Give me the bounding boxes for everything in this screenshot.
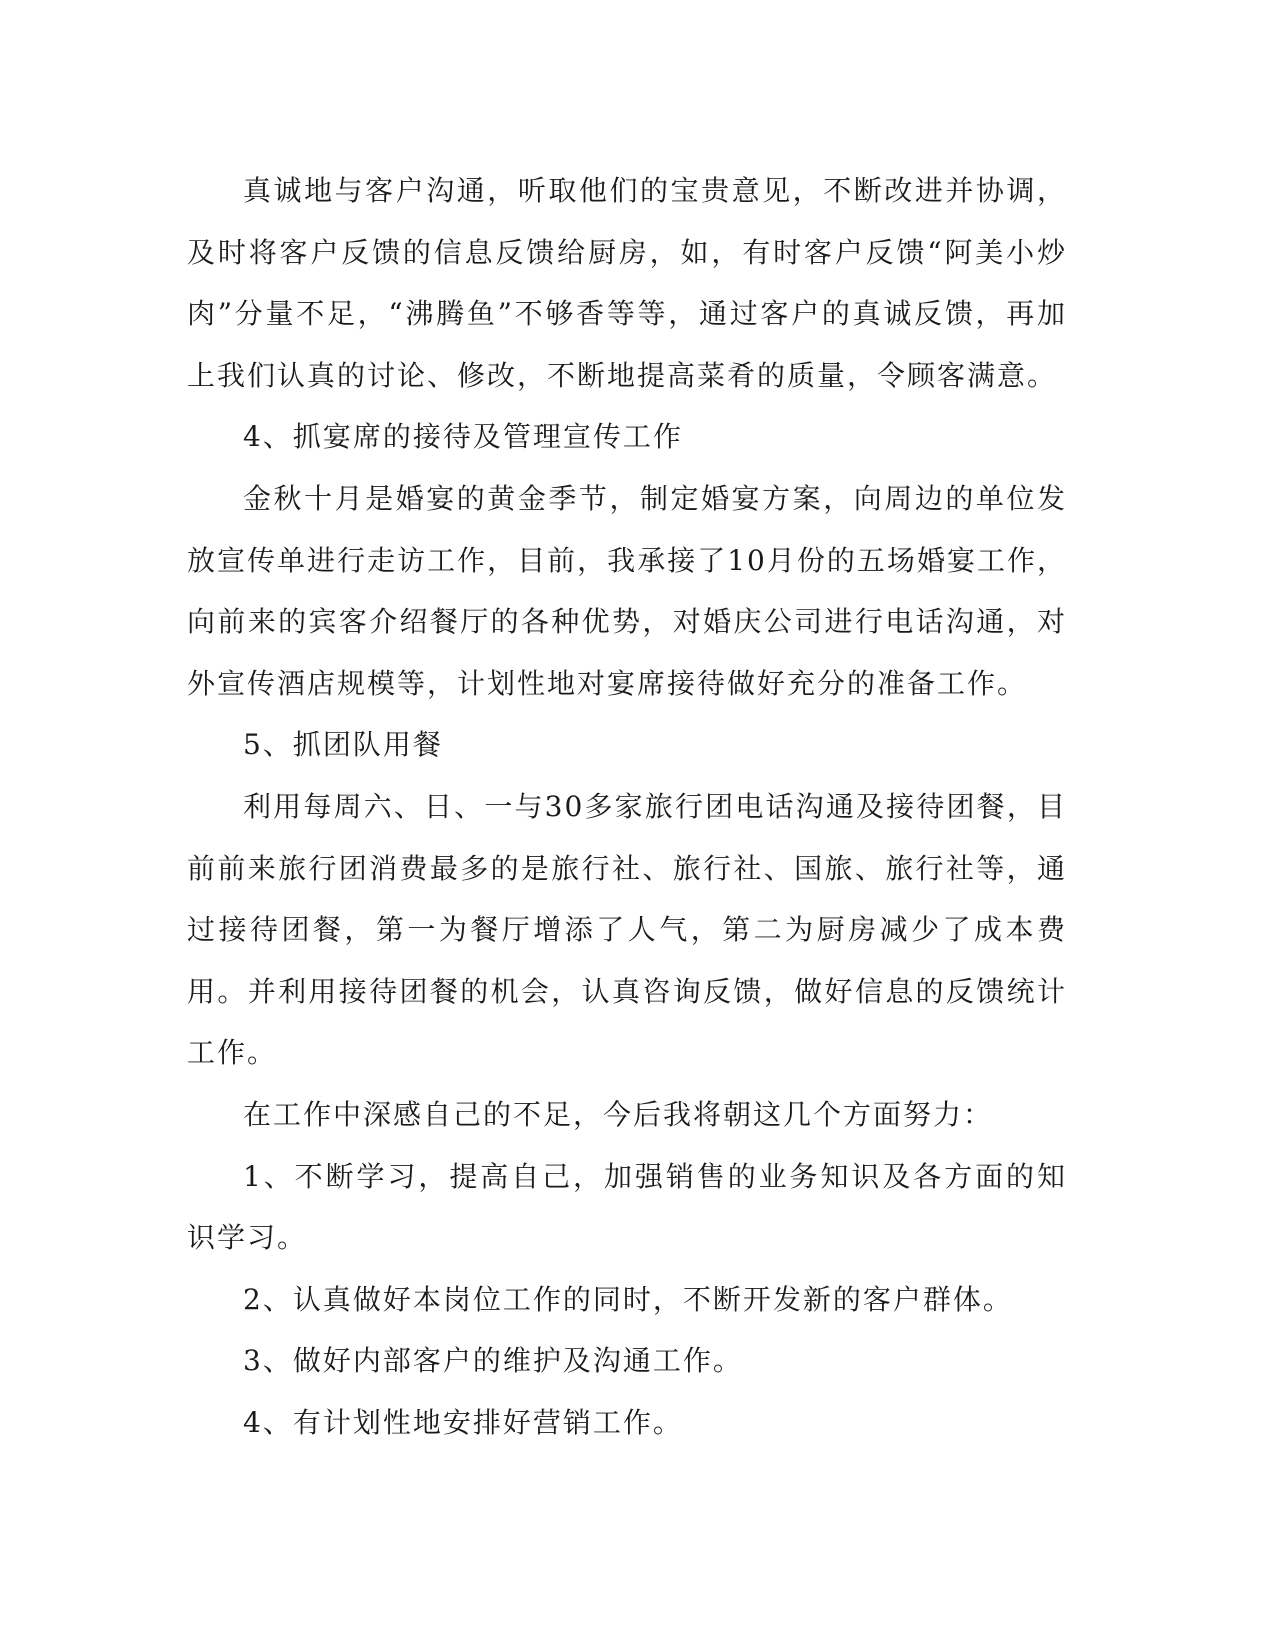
list-item-learning: 1、不断学习，提高自己，加强销售的业务知识及各方面的知识学习。 [187, 1159, 1067, 1255]
list-item-marketing-plan: 4、有计划性地安排好营销工作。 [243, 1405, 683, 1439]
paragraph-wedding-banquet: 金秋十月是婚宴的黄金季节，制定婚宴方案，向周边的单位发放宣传单进行走访工作，目前，我承接了10月份的五场婚宴工作，向前来的宾客介绍餐厅的各种优势，对婚庆公司进行电话沟通，对外宣传酒店规模等，计划性地对宴席接待做好充分的准备工作。 [187, 481, 1067, 700]
heading-banquet-work: 4、抓宴席的接待及管理宣传工作 [243, 420, 683, 454]
paragraph-future-intro: 在工作中深感自己的不足，今后我将朝这几个方面努力： [243, 1097, 994, 1131]
document-body [187, 160, 1067, 1453]
list-item-new-customers: 2、认真做好本岗位工作的同时，不断开发新的客户群体。 [243, 1282, 1013, 1316]
heading-group-dining: 5、抓团队用餐 [243, 728, 443, 762]
paragraph-customer-feedback: 真诚地与客户沟通，听取他们的宝贵意见，不断改进并协调，及时将客户反馈的信息反馈给厨房，如，有时客户反馈“阿美小炒肉”分量不足，“沸腾鱼”不够香等等，通过客户的真诚反馈，再加上我们认真的讨论、修改，不断地提高菜肴的质量，令顾客满意。 [187, 174, 1067, 392]
list-item-internal-customers: 3、做好内部客户的维护及沟通工作。 [243, 1344, 743, 1378]
paragraph-tour-groups: 利用每周六、日、一与30多家旅行团电话沟通及接待团餐，目前前来旅行团消费最多的是旅行社、旅行社、国旅、旅行社等，通过接待团餐，第一为餐厅增添了人气，第二为厨房减少了成本费用。并利用接待团餐的机会，认真咨询反馈，做好信息的反馈统计工作。 [187, 789, 1067, 1070]
